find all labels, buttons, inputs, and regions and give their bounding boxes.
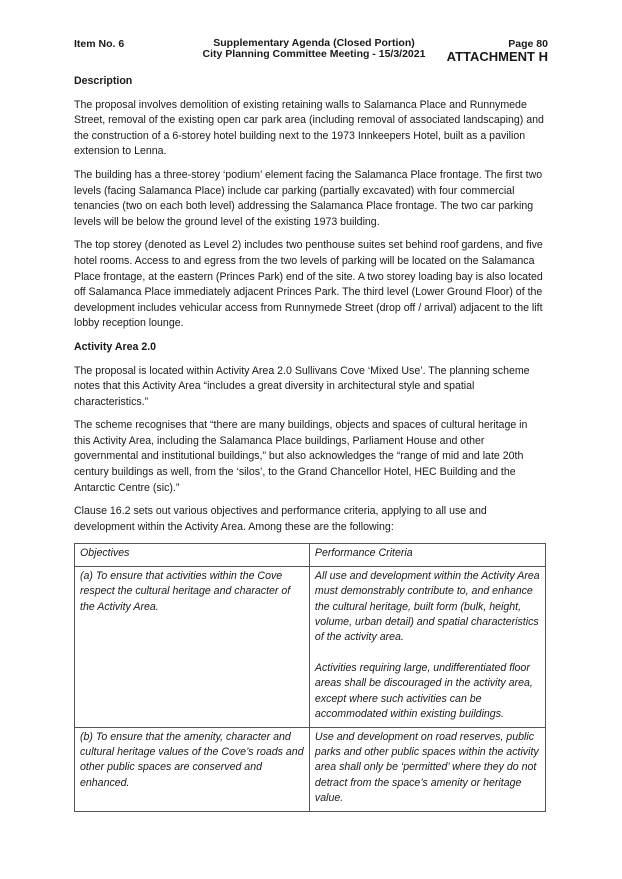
activity-area-paragraph: Clause 16.2 sets out various objectives and performance criteria, applying to all use and development within the Activity Area. Among these are the following: — [74, 505, 487, 533]
table-header-row — [75, 544, 546, 566]
table-row — [75, 566, 546, 727]
document-body — [74, 74, 546, 812]
performance-criteria-header: Performance Criteria — [309, 544, 545, 566]
meeting-title: City Planning Committee Meeting - 15/3/2021 — [202, 48, 426, 60]
activity-area-paragraph: The proposal is located within Activity Area 2.0 Sullivans Cove ‘Mixed Use’. The planning scheme notes that this Activity Area “includes a great diversity in architectural style and spatial characteristics.” — [74, 364, 530, 408]
page-info — [447, 38, 548, 64]
objectives-criteria-table — [74, 543, 546, 811]
objective-text: (a) To ensure that activities within the Cove respect the cultural heritage and character of the Activity Area. — [80, 569, 291, 613]
objective-cell — [75, 727, 310, 811]
criteria-text: Use and development on road reserves, public parks and other public spaces within the activity area shall only be ‘permitted’ where they do not detract from the space’s amenity or heritage value. — [314, 730, 539, 805]
criteria-text: All use and development within the Activity Area must demonstrably contribute to, and enhance the cultural heritage, built form (bulk, height, volume, urban detail) and spatial characteristics of the activity area. — [314, 569, 540, 644]
criteria-cell — [309, 566, 545, 727]
objective-cell — [75, 566, 310, 727]
agenda-title: Supplementary Agenda (Closed Portion) — [213, 37, 415, 49]
objective-text: (b) To ensure that the amenity, character and cultural heritage values of the Cove’s roads and other public spaces are conserved and enhanced. — [80, 730, 304, 789]
description-paragraph: The top storey (denoted as Level 2) includes two penthouse suites set behind roof gardens, and five hotel rooms. Access to and egress from the two levels of parking will be located on the Salamanca Place frontage, at the eastern (Princes Park) end of the site. A two storey loading bay is also located off Salamanca Place immediately adjacent Princes Park. The third level (Lower Ground Floor) of the development includes vehicular access from Runnymede Street (drop off / arrival) adjacent to the lift lobby reception lounge. — [74, 239, 543, 330]
criteria-text: Activities requiring large, undifferentiated floor areas shall be discouraged in the activity area, except where such activities can be accommodated within existing buildings. — [314, 661, 533, 721]
description-paragraph: The building has a three-storey ‘podium’ element facing the Salamanca Place frontage. The first two levels (facing Salamanca Place) include car parking (partially excavated) with four commercial tenancies (two on each both level) addressing the Salamanca Place frontage. The two car parking levels will be below the ground level of the existing 1973 building. — [74, 168, 543, 228]
activity-area-paragraph: The scheme recognises that “there are many buildings, objects and spaces of cultural heritage in this Activity Area, including the Salamanca Place buildings, Parliament House and other governmental and institutional buildings,” but also acknowledges the “range of mid and late 20th century buildings as well, from the ‘silos’, to the Grand Chancellor Hotel, HEC Building and the Antarctic Centre (sic).” — [74, 419, 528, 494]
description-heading: Description — [74, 75, 133, 87]
page-header — [74, 36, 548, 66]
attachment-label: ATTACHMENT H — [446, 49, 548, 64]
item-number: Item No. 6 — [74, 38, 125, 50]
criteria-cell — [309, 727, 545, 811]
table-row — [75, 727, 546, 811]
agenda-heading — [164, 38, 464, 60]
activity-area-heading: Activity Area 2.0 — [74, 340, 157, 353]
page-number: Page 80 — [508, 38, 548, 50]
objectives-header: Objectives — [75, 544, 310, 566]
description-paragraph: The proposal involves demolition of existing retaining walls to Salamanca Place and Runnymede Street, removal of the existing open car park area (including removal of associated landscaping) and the construction of a 6-storey hotel building next to the 1973 Innkeepers Hotel, built as a pavilion extension to Lenna. — [74, 98, 544, 158]
